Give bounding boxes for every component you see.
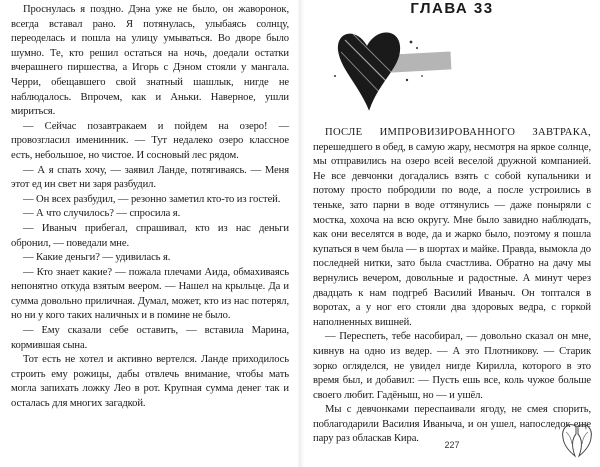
paragraph: Тот есть не хотел и активно вертелся. Ланде приходилось строить ему рожицы, дабы отвлечь внимание, чтобы мать могла запихать ложку Лео в рот. Крупная сумма денег так и осталась для многих загадкой. <box>11 354 289 410</box>
paragraph: Проснулась я поздно. Дэна уже не было, он жаворонок, всегда вставал рано. Я потянулась, улыбаясь солнцу, переоделась и пошла на улицу умываться. Во дворе было шумно. Те, кто решил остаться на ночь, доедали остатки вчерашнего пиршества, а Игорь с Дэном стояли у мангала. Черри, обещавшего свой знатный шашлык, нигде не наблюдалось. Впрочем, как и Аньки. Наверное, ушли мириться. <box>11 4 289 118</box>
brush-heart-icon <box>323 18 453 114</box>
paragraph: — Сейчас позавтракаем и пойдем на озеро! — провозгласил именинник. — Тут недалеко озеро классное есть, небольшое, но чистое. И сосновый лес рядом. <box>11 120 289 161</box>
paragraph: — Иваныч прибегал, спрашивал, кто из нас деньги обронил, — поведали мне. <box>11 222 289 249</box>
right-body <box>313 126 591 447</box>
angel-wings-icon <box>558 418 596 462</box>
paragraph: — А что случилось? — спросила я. <box>23 208 181 220</box>
paragraph-body: перешедшего в обед, в самую жару, несмотря на яркое солнце, мы отправились на озеро всей веселой дружной компанией. Не все девчонки догадались взять с собой купальники и потому просто побродили по воде, а после устроились в теньке, зато парни в воде оттянулись — даже поныряли с мостка, хохоча на всю округу. Мне было завидно наблюдать, как они веселятся в воде, да и жарко было, поэтому я пошла купаться в чем была — в шортах и майке. Правда, вымокла до последней нитки, зато была счастлива. Обратно на дачу мы вернулись вечером, довольные и радостные. А минут через двадцать к нам подгреб Василий Иваныч. Он топтался в воротах, а у ног его стояли два здоровых ведра, с горкой наполненных вишней. <box>313 141 591 328</box>
paragraph: — Какие деньги? — удивилась я. <box>23 252 171 264</box>
paragraph: — А я спать хочу, — заявил Ланде, потягиваясь. — Меня этот ед ин свет ни заря разбудил. <box>11 164 289 191</box>
paragraph: — Переспеть, тебе насобирал, — довольно сказал он мне, кивнув на одно из ведер. — А это Плотникову. — Старик зорко огляделся, не увидел нигде Кирилла, которого в это время был, и добавил: — Пусть ешь все, коль чужое больше своего любит. Гадёныш, но — и ушёл. <box>313 331 591 401</box>
paragraph: — Он всех разбудил, — резонно заметил кто-то из гостей. <box>23 193 281 205</box>
paragraph: Мы с девчонками переспаивали ягоду, не смея спорить, поблагодарили Василия Иваныча, и он ушел, напоследок еще пару раз обласкав Кира. <box>313 404 591 445</box>
chapter-lead-in: ПОСЛЕ ИМПРОВИЗИРОВАННОГО ЗАВТРАКА, <box>325 127 591 138</box>
page-number: 227 <box>444 440 460 450</box>
paragraph: — Ему сказали себе оставить, — вставила Марина, кормившая сына. <box>11 325 289 351</box>
paragraph: — Кто знает какие? — пожала плечами Аида, обмахиваясь непонятно откуда взятым веером. — Нашел на крыльце. Да и сумма довольно приличная. Думал, может, кто из нас потерял, но ни у кого таких наличных и в помине не было. <box>11 266 289 322</box>
left-page <box>11 3 289 412</box>
chapter-title: ГЛАВА 33 <box>410 0 494 17</box>
book-gutter <box>297 0 305 467</box>
paragraph <box>313 126 591 330</box>
